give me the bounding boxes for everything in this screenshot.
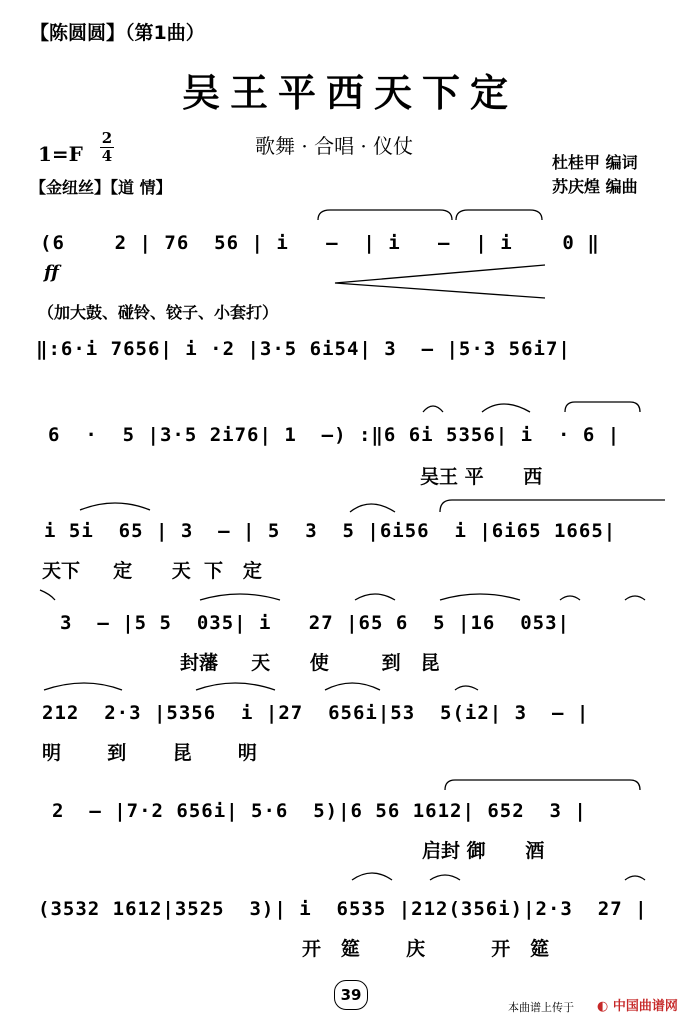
slur-arc bbox=[350, 504, 395, 512]
upload-text: 本曲谱上传于 bbox=[508, 1001, 574, 1014]
slur-arc bbox=[423, 406, 443, 412]
lyricist-credit: 杜桂甲 编词 bbox=[552, 153, 638, 172]
lyrics-line-4: 天下 定 天 下 定 bbox=[42, 560, 262, 582]
slur-arc bbox=[355, 594, 395, 600]
meter-top: 2 bbox=[101, 129, 113, 147]
opera-label: 【陈圆圆】（第1曲） bbox=[30, 22, 205, 44]
score-system-8: (3532 1612|3525 3)| i 6535 |212(356i)|2·3 27 | bbox=[38, 898, 648, 920]
score-system-5: 3 — |5 5 035| i 27 |65 6 5 |16 053| bbox=[60, 612, 570, 634]
tie-arc bbox=[456, 210, 542, 220]
slur-arc bbox=[200, 594, 280, 600]
lyrics-line-3: 吴王 平 西 bbox=[420, 466, 543, 488]
percussion-note: （加大鼓、碰铃、铰子、小套打） bbox=[38, 303, 279, 322]
slur-arc bbox=[44, 683, 122, 690]
subtitle: 歌舞 · 合唱 · 仪仗 bbox=[255, 134, 414, 158]
meter-bottom: 4 bbox=[101, 147, 113, 165]
lyrics-line-5: 封藩 天 使 到 昆 bbox=[180, 652, 440, 674]
lyrics-line-7: 启封 御 酒 bbox=[422, 840, 545, 862]
site-name: 中国曲谱网 bbox=[612, 999, 678, 1014]
score-system-7: 2 — |7·2 656i| 5·6 5)|6 56 1612| 652 3 | bbox=[52, 800, 587, 822]
lyrics-line-8: 开 筵 庆 开 筵 bbox=[302, 938, 550, 960]
dynamic-marking: ff bbox=[44, 262, 59, 283]
score-system-1: (6 2 | 76 56 | i — | i — | i 0 ‖ bbox=[40, 232, 600, 254]
score-system-6: 212 2·3 |5356 i |27 656i|53 5(i2| 3 — | bbox=[42, 702, 590, 724]
slur-arc bbox=[430, 875, 460, 880]
slur-arc bbox=[560, 596, 580, 600]
slur-arc bbox=[625, 876, 645, 880]
decrescendo-hairpin bbox=[335, 265, 545, 298]
slur-arc bbox=[565, 402, 640, 412]
slur-arc bbox=[352, 873, 392, 880]
tie-arc bbox=[40, 590, 55, 600]
site-logo[interactable] bbox=[597, 995, 678, 1014]
key-signature: 1=F bbox=[38, 142, 83, 166]
page-title: 吴王平西天下定 bbox=[181, 70, 518, 115]
tie-arc bbox=[440, 500, 665, 512]
tie-arc bbox=[318, 210, 452, 220]
score-system-3: 6 · 5 |3·5 2i76| 1 —) :‖6 6i 5356| i · 6 | bbox=[48, 424, 621, 446]
logo-icon: ◐ bbox=[597, 999, 609, 1014]
tune-label: 【金纽丝】【道 情】 bbox=[30, 178, 172, 197]
slur-arc bbox=[482, 404, 530, 412]
slur-arc bbox=[80, 503, 150, 510]
slur-arc bbox=[455, 686, 478, 690]
slur-arc bbox=[625, 596, 645, 600]
page-number: 39 bbox=[334, 980, 368, 1010]
lyrics-line-6: 明 到 昆 明 bbox=[42, 742, 257, 764]
score-system-4: i 5i 65 | 3 — | 5 3 5 |6i56 i |6i65 1665| bbox=[44, 520, 617, 542]
slur-arc bbox=[196, 683, 275, 690]
slur-arc bbox=[440, 594, 520, 600]
score-system-2: ‖:6·i 7656| i ·2 |3·5 6i54| 3 — |5·3 56i7| bbox=[36, 338, 571, 360]
slur-arc bbox=[325, 683, 380, 690]
composer-credit: 苏庆煌 编曲 bbox=[552, 177, 638, 196]
slur-arc bbox=[445, 780, 640, 790]
